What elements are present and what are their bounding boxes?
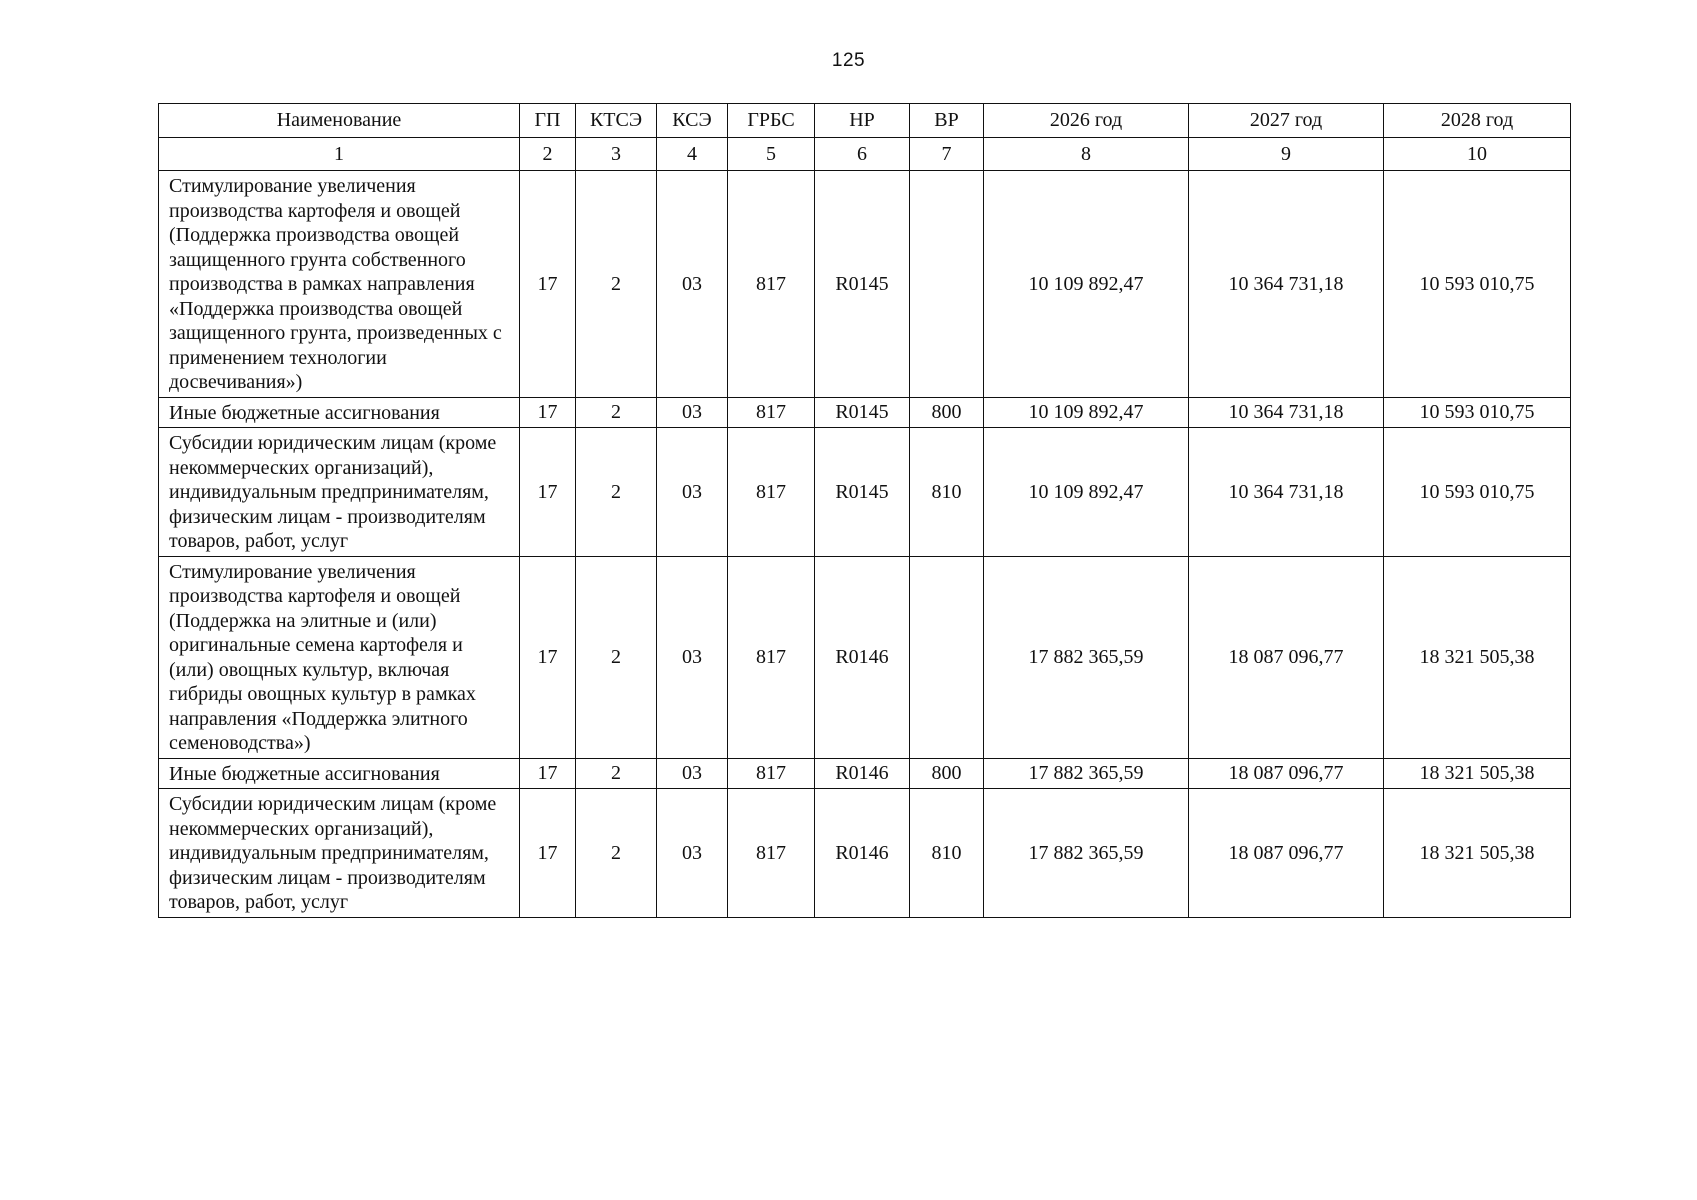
row-amount-2026: 10 109 892,47 <box>984 171 1189 398</box>
column-number: 7 <box>910 138 984 171</box>
column-number: 10 <box>1384 138 1571 171</box>
table-row <box>159 171 1571 398</box>
page-number: 125 <box>831 50 866 71</box>
row-grbs: 817 <box>728 428 815 557</box>
row-ktse: 2 <box>576 789 657 918</box>
table-row <box>159 397 1571 428</box>
row-name: Субсидии юридическим лицам (кроме некоммерческих организаций), индивидуальным предпринимателям, физическим лицам - производителям товаров, работ, услуг <box>159 428 520 557</box>
header-ktse: КТСЭ <box>576 104 657 138</box>
row-amount-2027: 18 087 096,77 <box>1189 789 1384 918</box>
row-ktse: 2 <box>576 397 657 428</box>
header-name: Наименование <box>159 104 520 138</box>
row-kse: 03 <box>657 556 728 758</box>
budget-table <box>158 103 1571 918</box>
row-nr: R0146 <box>815 758 910 789</box>
row-vr: 800 <box>910 758 984 789</box>
row-amount-2028: 18 321 505,38 <box>1384 556 1571 758</box>
column-number-row <box>159 138 1571 171</box>
row-ktse: 2 <box>576 428 657 557</box>
header-gp: ГП <box>520 104 576 138</box>
row-ktse: 2 <box>576 556 657 758</box>
row-amount-2028: 18 321 505,38 <box>1384 789 1571 918</box>
row-gp: 17 <box>520 428 576 557</box>
row-nr: R0145 <box>815 397 910 428</box>
column-number: 1 <box>159 138 520 171</box>
row-amount-2026: 10 109 892,47 <box>984 397 1189 428</box>
row-kse: 03 <box>657 789 728 918</box>
row-amount-2028: 10 593 010,75 <box>1384 171 1571 398</box>
table-row <box>159 556 1571 758</box>
column-number: 9 <box>1189 138 1384 171</box>
row-amount-2026: 17 882 365,59 <box>984 758 1189 789</box>
row-ktse: 2 <box>576 758 657 789</box>
table-row <box>159 758 1571 789</box>
table-row <box>159 789 1571 918</box>
row-amount-2028: 10 593 010,75 <box>1384 428 1571 557</box>
row-amount-2028: 10 593 010,75 <box>1384 397 1571 428</box>
header-nr: НР <box>815 104 910 138</box>
row-name: Иные бюджетные ассигнования <box>159 758 520 789</box>
row-amount-2026: 17 882 365,59 <box>984 789 1189 918</box>
row-vr: 800 <box>910 397 984 428</box>
header-vr: ВР <box>910 104 984 138</box>
row-name: Иные бюджетные ассигнования <box>159 397 520 428</box>
row-grbs: 817 <box>728 171 815 398</box>
row-vr <box>910 171 984 398</box>
row-grbs: 817 <box>728 556 815 758</box>
header-grbs: ГРБС <box>728 104 815 138</box>
table-row <box>159 428 1571 557</box>
column-number: 2 <box>520 138 576 171</box>
row-nr: R0146 <box>815 556 910 758</box>
column-number: 5 <box>728 138 815 171</box>
row-vr <box>910 556 984 758</box>
row-gp: 17 <box>520 789 576 918</box>
row-name: Стимулирование увеличения производства картофеля и овощей (Поддержка производства овощей защищенного грунта собственного производства в рамках направления «Поддержка производства овощей защищенного грунта, произведенных с применением технологии досвечивания») <box>159 171 520 398</box>
row-name: Субсидии юридическим лицам (кроме некоммерческих организаций), индивидуальным предпринимателям, физическим лицам - производителям товаров, работ, услуг <box>159 789 520 918</box>
row-vr: 810 <box>910 428 984 557</box>
row-amount-2027: 10 364 731,18 <box>1189 428 1384 557</box>
row-nr: R0145 <box>815 428 910 557</box>
header-2026: 2026 год <box>984 104 1189 138</box>
column-number: 3 <box>576 138 657 171</box>
row-ktse: 2 <box>576 171 657 398</box>
row-kse: 03 <box>657 397 728 428</box>
row-amount-2027: 10 364 731,18 <box>1189 397 1384 428</box>
column-number: 6 <box>815 138 910 171</box>
row-name: Стимулирование увеличения производства картофеля и овощей (Поддержка на элитные и (или) оригинальные семена картофеля и (или) овощных культур, включая гибриды овощных культур в рамках направления «Поддержка элитного семеноводства») <box>159 556 520 758</box>
row-kse: 03 <box>657 171 728 398</box>
row-nr: R0145 <box>815 171 910 398</box>
header-2027: 2027 год <box>1189 104 1384 138</box>
row-amount-2027: 10 364 731,18 <box>1189 171 1384 398</box>
row-grbs: 817 <box>728 789 815 918</box>
row-grbs: 817 <box>728 758 815 789</box>
row-kse: 03 <box>657 428 728 557</box>
header-row <box>159 104 1571 138</box>
header-2028: 2028 год <box>1384 104 1571 138</box>
row-grbs: 817 <box>728 397 815 428</box>
column-number: 4 <box>657 138 728 171</box>
header-kse: КСЭ <box>657 104 728 138</box>
row-vr: 810 <box>910 789 984 918</box>
row-gp: 17 <box>520 758 576 789</box>
row-nr: R0146 <box>815 789 910 918</box>
row-kse: 03 <box>657 758 728 789</box>
row-gp: 17 <box>520 171 576 398</box>
row-amount-2026: 10 109 892,47 <box>984 428 1189 557</box>
row-gp: 17 <box>520 556 576 758</box>
row-gp: 17 <box>520 397 576 428</box>
row-amount-2028: 18 321 505,38 <box>1384 758 1571 789</box>
row-amount-2027: 18 087 096,77 <box>1189 556 1384 758</box>
row-amount-2026: 17 882 365,59 <box>984 556 1189 758</box>
column-number: 8 <box>984 138 1189 171</box>
row-amount-2027: 18 087 096,77 <box>1189 758 1384 789</box>
